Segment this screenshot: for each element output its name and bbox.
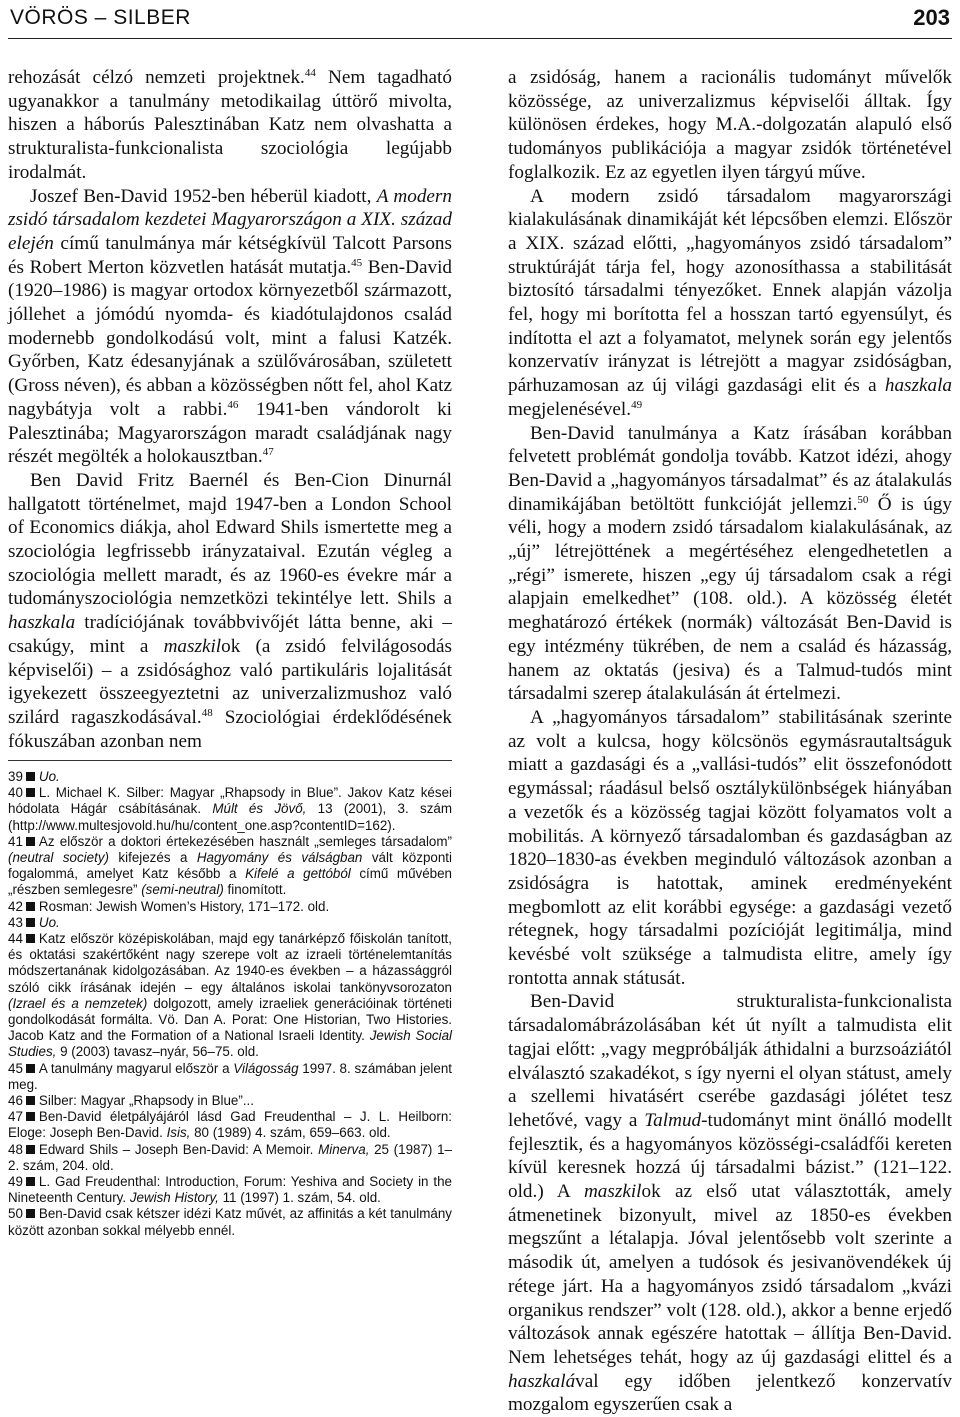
footnotes bbox=[8, 760, 452, 1239]
italic-text: Hagyomány és válságban bbox=[196, 850, 363, 866]
italic-text: (Izrael és a nemzetek) bbox=[8, 995, 148, 1011]
square-bullet-icon bbox=[26, 788, 35, 797]
paragraph: rehozását célzó nemzeti projektnek.$^{44}$ Nem tagadható ugyanakkor a tanulmány metodikailag úttörő mivolta, hiszen a háborús Palesztinában Katz nem olvashatta a strukturalista-funkcionalista szociológia legújabb irodalmát. bbox=[8, 67, 452, 183]
page-number: 203 bbox=[913, 5, 950, 30]
italic-text: (semi-neutral) bbox=[141, 882, 224, 898]
footnote-number: 44 bbox=[8, 931, 23, 947]
italic-text: maszkil bbox=[163, 635, 222, 657]
footnote-number: 41 bbox=[8, 833, 23, 849]
footnote bbox=[8, 915, 452, 931]
footnote: 44 Katz először középiskolában, majd egy tanárképző főiskolán tanított, és oktatási szakértőként nagy szerepe volt az izraeli történelemtanítás módszertanának kidolgozásában. Az 1940-es években – a házassággról szóló cikk írásának idején – egy általános iskolai tankönyvsorozaton (Izrael és a nemzetek) dolgozott, amely izraeliek generációinak történeti gondolkodását formálta. Vö. Dan A. Porat: One Historian, Two Histories. Jacob Katz and the Formation of a National Israeli Identity. Jewish Social Studies, 9 (2003) tavasz–nyár, 56–75. old. bbox=[8, 931, 452, 1060]
footnote: 48 Edward Shils – Joseph Ben-David: A Memoir. Minerva, 25 (1987) 1–2. szám, 204. old. bbox=[8, 1141, 452, 1173]
footnote-number: 49 bbox=[8, 1174, 23, 1190]
footnote: 50 Ben-David csak kétszer idézi Katz művét, az affinitás a két tanulmány között azonban sokkal mélyebb ennél. bbox=[8, 1206, 452, 1238]
footnote-number: 50 bbox=[8, 1206, 23, 1222]
square-bullet-icon bbox=[26, 934, 35, 943]
footnote-ref[interactable]: 48 bbox=[201, 706, 213, 719]
left-column bbox=[8, 66, 452, 753]
footnote: 41 Az először a doktori értekezésében használt „semleges társadalom” (neutral society) kifejezés a Hagyomány és válságban vált központi fogalommá, amelyet Katz később a Kifelé a gettóból című művében „részben semlegesre” (semi-neutral) finomított. bbox=[8, 833, 452, 898]
footnote-ref[interactable]: 45 bbox=[351, 256, 363, 269]
footnote bbox=[8, 769, 452, 785]
italic-text: Isis, bbox=[166, 1125, 191, 1141]
italic-text: haszkala bbox=[884, 375, 952, 397]
footnote-ref[interactable]: 49 bbox=[631, 398, 643, 411]
square-bullet-icon bbox=[26, 1112, 35, 1121]
journal-title: VÖRÖS – SILBER bbox=[10, 6, 191, 29]
italic-text: Talmud bbox=[644, 1109, 702, 1131]
italic-text: Minerva, bbox=[318, 1141, 370, 1157]
italic-text: Világosság bbox=[233, 1060, 299, 1076]
running-header bbox=[8, 0, 952, 39]
right-column bbox=[508, 66, 952, 1417]
footnote-number: 39 bbox=[8, 769, 23, 784]
square-bullet-icon bbox=[26, 918, 35, 927]
square-bullet-icon bbox=[26, 1096, 35, 1105]
footnote: 45 A tanulmány magyarul először a Világosság 1997. 8. számában jelent meg. bbox=[8, 1060, 452, 1092]
footnote-ref[interactable]: 44 bbox=[304, 67, 316, 79]
footnote-number: 48 bbox=[8, 1141, 23, 1157]
footnote-number: 47 bbox=[8, 1109, 23, 1125]
square-bullet-icon bbox=[26, 1209, 35, 1218]
italic-text: Jewish Social Studies, bbox=[8, 1028, 452, 1060]
square-bullet-icon bbox=[26, 1064, 35, 1073]
italic-text: Uo. bbox=[38, 914, 60, 930]
paragraph: Joszef Ben-David 1952-ben héberül kiadott, A modern zsidó társadalom kezdetei Magyarországon a XIX. század elején című tanulmánya már kétségkívül Talcott Parsons és Robert Merton közvetlen hatását mutatja.$^{45}$ Ben-David (1920–1986) is magyar ortodox környezetből származott, jóllehet a jómódú nyomda- és kiadótulajdonos család modernebb gondolkodású volt, mint a falusi Katzék. Győrben, Katz édesanyjának a szülővárosában, született (Gross néven), és abban a közösségben nőtt fel, ahol Katz nagybátyja volt a rabbi.$^{46}$ 1941-ben vándorolt ki Palesztinába; Magyarországon maradt családjának nagy részét megölték a holokausztban.$^{47}$ bbox=[8, 185, 452, 468]
paragraph: Ben David Fritz Baernél és Ben-Cion Dinurnál hallgatott történelmet, majd 1947-ben a London School of Economics diákja, ahol Edward Shils ismertette meg a szociológia legfrissebb irányzataival. Ezután végleg a szociológia mellett maradt, és az 1960-es évekre már a tudományszociológia nemzetközi tekintélye lett. Shils a haszkala tradíciójának továbbvivőjét látta benne, aki – csakúgy, mint a maszkilok (a zsidó felvilágosodás képviselői) – a zsidósághoz való partikuláris lojalitását igyekezett összeegyeztetni az univerzalizmushoz való szilárd ragaszkodásával.$^{48}$ Szociológiai érdeklődésének fókuszában azonban nem bbox=[8, 469, 452, 752]
italic-text: A modern zsidó társadalom kezdetei Magyarországon a XIX. század elején bbox=[8, 185, 452, 254]
italic-text: Kifelé a gettóból bbox=[245, 866, 351, 882]
footnote-number: 42 bbox=[8, 898, 23, 914]
paragraph: a zsidóság, hanem a racionális tudományt művelők közössége, az univerzalizmus képviselői álltak. Így különösen érdekes, hogy M.A.-dolgozatán alapuló első tudományos publikációja a magyar zsidók történetével foglalkozik. Ez az egyetlen ilyen tárgyú műve. bbox=[508, 67, 952, 183]
footnote-number: 46 bbox=[8, 1093, 23, 1109]
paragraph: Ben-David tanulmánya a Katz írásában korábban felvetett problémát gondolja tovább. Katzot idézi, ahogy Ben-David a „hagyományos társadalmat” és az átalakulás dinamikájában betöltött funkcióját jellemzi.$^{50}$ Ő is úgy véli, hogy a modern zsidó társadalom kialakulásának, az „új” létrejöttének a megértéséhez elengedhetetlen a „régi” ismerete, hiszen „egy új társadalom csak a régi alapjain emelkedhet” (108. old.). A közösség életét meghatározó értékek (normák) változását Ben-David is egy intézmény tükrében, de nem a család és házasság, hanem az oktatás (jesiva) és a Talmud-tudós mint társadalmi szerep átalakulásán át értelmezi. bbox=[508, 422, 952, 705]
footnote-ref[interactable]: 47 bbox=[262, 446, 274, 459]
footnote: 46 Silber: Magyar „Rhapsody in Blue”... bbox=[8, 1093, 254, 1109]
italic-text: Múlt és Jövő, bbox=[212, 801, 307, 817]
italic-text: maszkil bbox=[583, 1181, 642, 1203]
italic-text: (neutral society) bbox=[8, 850, 109, 866]
footnote-number: 43 bbox=[8, 914, 23, 930]
square-bullet-icon bbox=[26, 772, 35, 781]
footnote: 42 Rosman: Jewish Women’s History, 171–172. old. bbox=[8, 898, 330, 914]
italic-text: Uo. bbox=[38, 769, 60, 784]
italic-text: haszkalá bbox=[508, 1370, 576, 1392]
footnote: 47 Ben-David életpályájáról lásd Gad Freudenthal – J. L. Heilborn: Eloge: Joseph Ben-David. Isis, 80 (1989) 4. szám, 659–663. old. bbox=[8, 1109, 452, 1141]
paragraph: A „hagyományos társadalom” stabilitásának szerinte az volt a kulcsa, hogy kölcsönös egymásrautaltságuk miatt a gazdasági és a „vallási-tudós” elit összefonódott egymással; ráadásul belső osztálykülönbségek hiányában a vezetők és a közösség tagjai között folyamatos volt a mobilitás. A környező társadalomban és gazdaságban az 1820–1830-as években meginduló változások azonban a zsidóságra is hatottak, aminek eredményeként megbomlott az elit korábbi egysége: a gazdasági vezető rétegnek, hogy társadalmi pozícióját legitimálja, mind kevésbé volt szüksége a talmudista elitre, amely így rontotta annak státusát. bbox=[508, 706, 952, 989]
italic-text: Jewish History, bbox=[129, 1190, 219, 1206]
footnote: 49 L. Gad Freudenthal: Introduction, Forum: Yeshiva and Society in the Nineteenth Century. Jewish History, 11 (1997) 1. szám, 54. old. bbox=[8, 1174, 452, 1206]
footnote-number: 45 bbox=[8, 1060, 23, 1076]
italic-text: haszkala bbox=[8, 612, 76, 634]
footnote-number: 40 bbox=[8, 785, 23, 801]
footnote: 40 L. Michael K. Silber: Magyar „Rhapsody in Blue”. Jakov Katz kései hódolata Hágár csábításának. Múlt és Jövő, 13 (2001), 3. szám (http://www.multesjovold.hu/hu/content_one.asp?contentID=162). bbox=[8, 785, 453, 833]
square-bullet-icon bbox=[26, 837, 35, 846]
square-bullet-icon bbox=[26, 902, 35, 911]
paragraph: Ben-David strukturalista-funkcionalista társadalomábrázolásában két út nyílt a talmudista elit tagjai előtt: „vagy megpróbálják áthidalni a burzsoáziától elválasztó szakadékot, s így nyerni el olyan státust, amely a szellemi hivatásért cserébe gazdasági jólétet tesz lehetővé, vagy a Talmud-tudományt mint önálló modellt fejlesztik, és a hagyományos közösségi-családfői kereten kívül keresnek hozzá új társadalmi bázist.” (121–122. old.) A maszkilok az első utat választották, amely átmenetinek bizonyult, mivel az 1850-es években megszűnt a létalapja. Jóval jelentősebb volt szerinte a második út, amelyen a tudósok és jesivanövendékek új rétege járt. Ha a hagyományos zsidó társadalom „kvázi organikus rendszer” volt (128. old.), akkor a benne erjedő változások annak egészére hatottak – állítja Ben-David. Nem lehetséges tehát, hogy az új gazdasági elittel és a haszkalával egy időben jelentkező konzervatív mozgalom egyszerűen csak a bbox=[508, 991, 952, 1416]
footnote-ref[interactable]: 50 bbox=[857, 493, 869, 506]
square-bullet-icon bbox=[26, 1145, 35, 1154]
footnote-ref[interactable]: 46 bbox=[227, 398, 239, 411]
paragraph: A modern zsidó társadalom magyarországi kialakulásának dinamikáját két lépcsőben elemzi. Először a XIX. század előtti, „hagyományos zsidó társadalom” struktúráját tárja fel, hogy azonosíthassa a stabilitását biztosító társadalmi tényezőket. Ennek alapján vázolja fel, hogy mi borította fel a hosszan tartó egyensúlyt, és indította el azt a folyamatot, melynek során egy jelentős konzervatív irányzat is létrejött a magyar zsidóságban, párhuzamosan az új világi gazdasági elit és a haszkala megjelenésével.$^{49}$ bbox=[508, 185, 952, 420]
square-bullet-icon bbox=[26, 1177, 35, 1186]
